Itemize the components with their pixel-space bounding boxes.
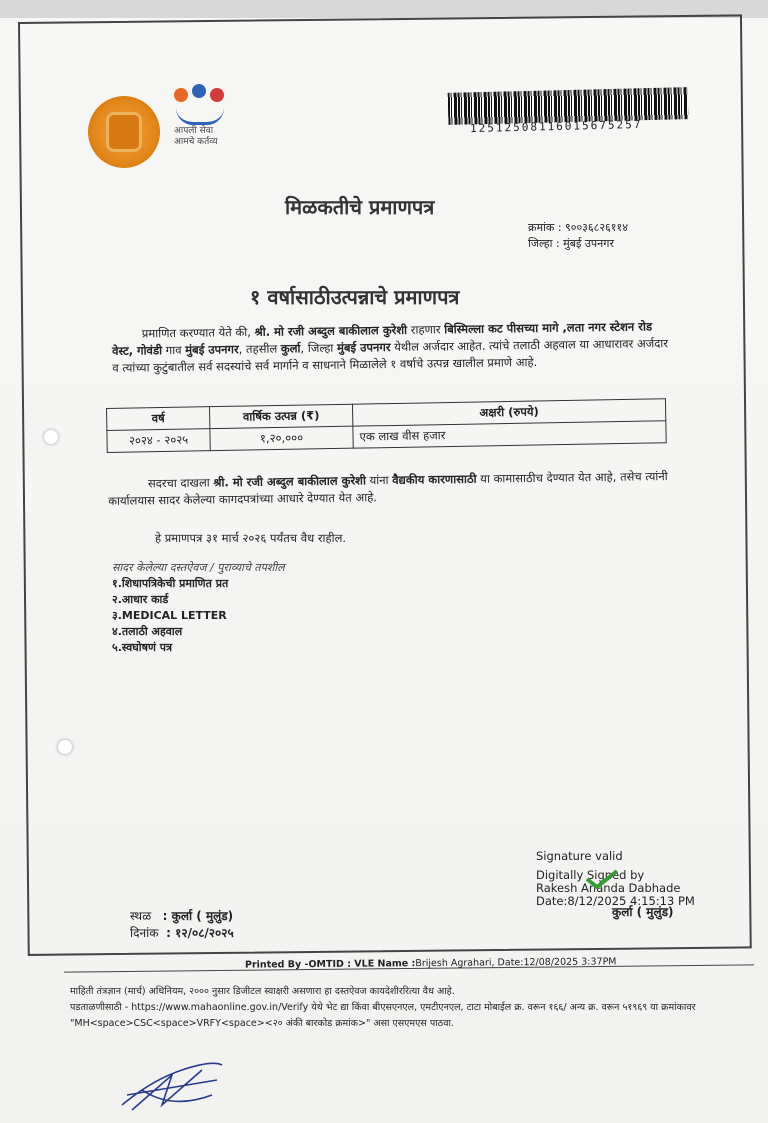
list-item: ३.MEDICAL LETTER [112,609,227,622]
signature-valid: Signature valid [536,849,623,863]
verification-footer: माहिती तंत्रज्ञान (मार्च) अधिनियम, २००० नुसार डिजीटल स्वाक्षरी असणारा हा दस्तऐवज कायदेशीररित्या वैध आहे. पडताळणीसाठी - https://www.mahaonline.gov.in/Verify येथे भेट द्या किंवा बीएसएनएल, एमटीएनएल, टाटा मोबाईल क्र. वरून १६६/ अन्य क्र. वरून ५१९६९ या क्रमांकावर "MH<space>CSC<space>VRFY<space><२० अंकी बारकोड क्रमांक>" असा एसएमएस पाठवा. [70,986,696,1029]
signing-office: कुर्ला ( मुलुंड) [612,905,674,919]
aaple-sarkar-logo [170,82,234,162]
cell-words: एक लाख वीस हजार [353,421,666,448]
col-year: वर्ष [107,407,210,431]
certificate-body: प्रमाणित करण्यात येते की, श्री. मो रजी अब्दुल बाकीलाल कुरेशी राहणार बिस्मिल्ला कट पीसच्या मागे ,लता नगर स्टेशन रोड वेस्ट, गोवंडी गाव मुंबई उपनगर, तहसील कुर्ला, जिल्हा मुंबई उपनगर येथील अर्जदार आहेत. त्यांचे तलाठी अहवाल या आधारावर अर्जदार व त्यांच्या कुटुंबातील सर्व सदस्यांचे सर्व मार्गाने व साधनाने मिळालेले १ वर्षाचे उत्पन्न खालील प्रमाणे आहे. [111,319,669,375]
handwritten-signature [112,1050,232,1120]
barcode-number: 12512508116015675257 [469,117,643,136]
documents-heading: सादर केलेल्या दस्तऐवज / पुराव्याचे तपशील [112,561,285,574]
list-item: ५.स्वघोषणं पत्र [112,641,173,654]
cell-year: २०२४ - २०२५ [107,429,210,453]
list-item: ४.तलाठी अहवाल [112,625,183,638]
place-date: स्थळ : कुर्ला ( मुलुंड) दिनांक : १२/०८/२०२५ [130,909,234,940]
documents-list [112,560,285,656]
cell-income: १,२०,००० [210,426,353,450]
logo-caption-1: आपली सेवा [174,126,214,136]
validity-note: हे प्रमाणपत्र ३१ मार्च २०२६ पर्यंतच वैध राहील. [155,531,347,545]
applicant-address: बिस्मिल्ला कट पीसच्या मागे ,लता नगर स्टेशन रोड वेस्ट, गोवंडी [111,319,653,358]
list-item: १.शिधापत्रिकेची प्रमाणित प्रत [112,577,229,590]
date-value: : १२/०८/२०२५ [166,926,234,940]
checkmark-icon [584,868,620,890]
printed-by: Printed By -OMTID : VLE Name :Brijesh Agrahari, Date:12/08/2025 3:37PM [244,956,617,971]
place-value: : कुर्ला ( मुलुंड) [162,909,234,923]
col-words: अक्षरी (रुपये) [352,399,665,426]
certificate-subtitle: १ वर्षासाठीउत्पन्नाचे प्रमाणपत्र [250,285,460,309]
kramank: क्रमांक : ९००३६८२६११४ [528,221,628,234]
digital-signature: Signature valid Digitally Signed by Rakesh Ananda Dabhade Date:8/12/2025 4:15:13 PM [536,849,695,908]
jilha: जिल्हा : मुंबई उपनगर [528,237,614,250]
purpose-paragraph: सदरचा दाखला श्री. मो रजी अब्दुल बाकीलाल कुरेशी यांना वैद्यकीय कारणासाठी या कामासाठीच देण्यात येत आहे, तसेच त्यांनी कार्यालयास सादर केलेल्या कागदपत्रांच्या आधारे देण्यात येत आहे. [108,469,668,508]
certificate-meta [528,220,628,252]
applicant-name: श्री. मो रजी अब्दुल बाकीलाल कुरेशी [254,322,408,339]
purpose: वैद्यकीय कारणासाठी [392,471,477,487]
maharashtra-emblem-icon [88,96,160,168]
logo-caption-2: आमचे कर्तव्य [174,137,218,147]
list-item: २.आधार कार्ड [112,593,169,606]
certificate-title: मिळकतीचे प्रमाणपत्र [285,195,435,219]
col-income: वार्षिक उत्पन्न (₹) [209,404,352,428]
